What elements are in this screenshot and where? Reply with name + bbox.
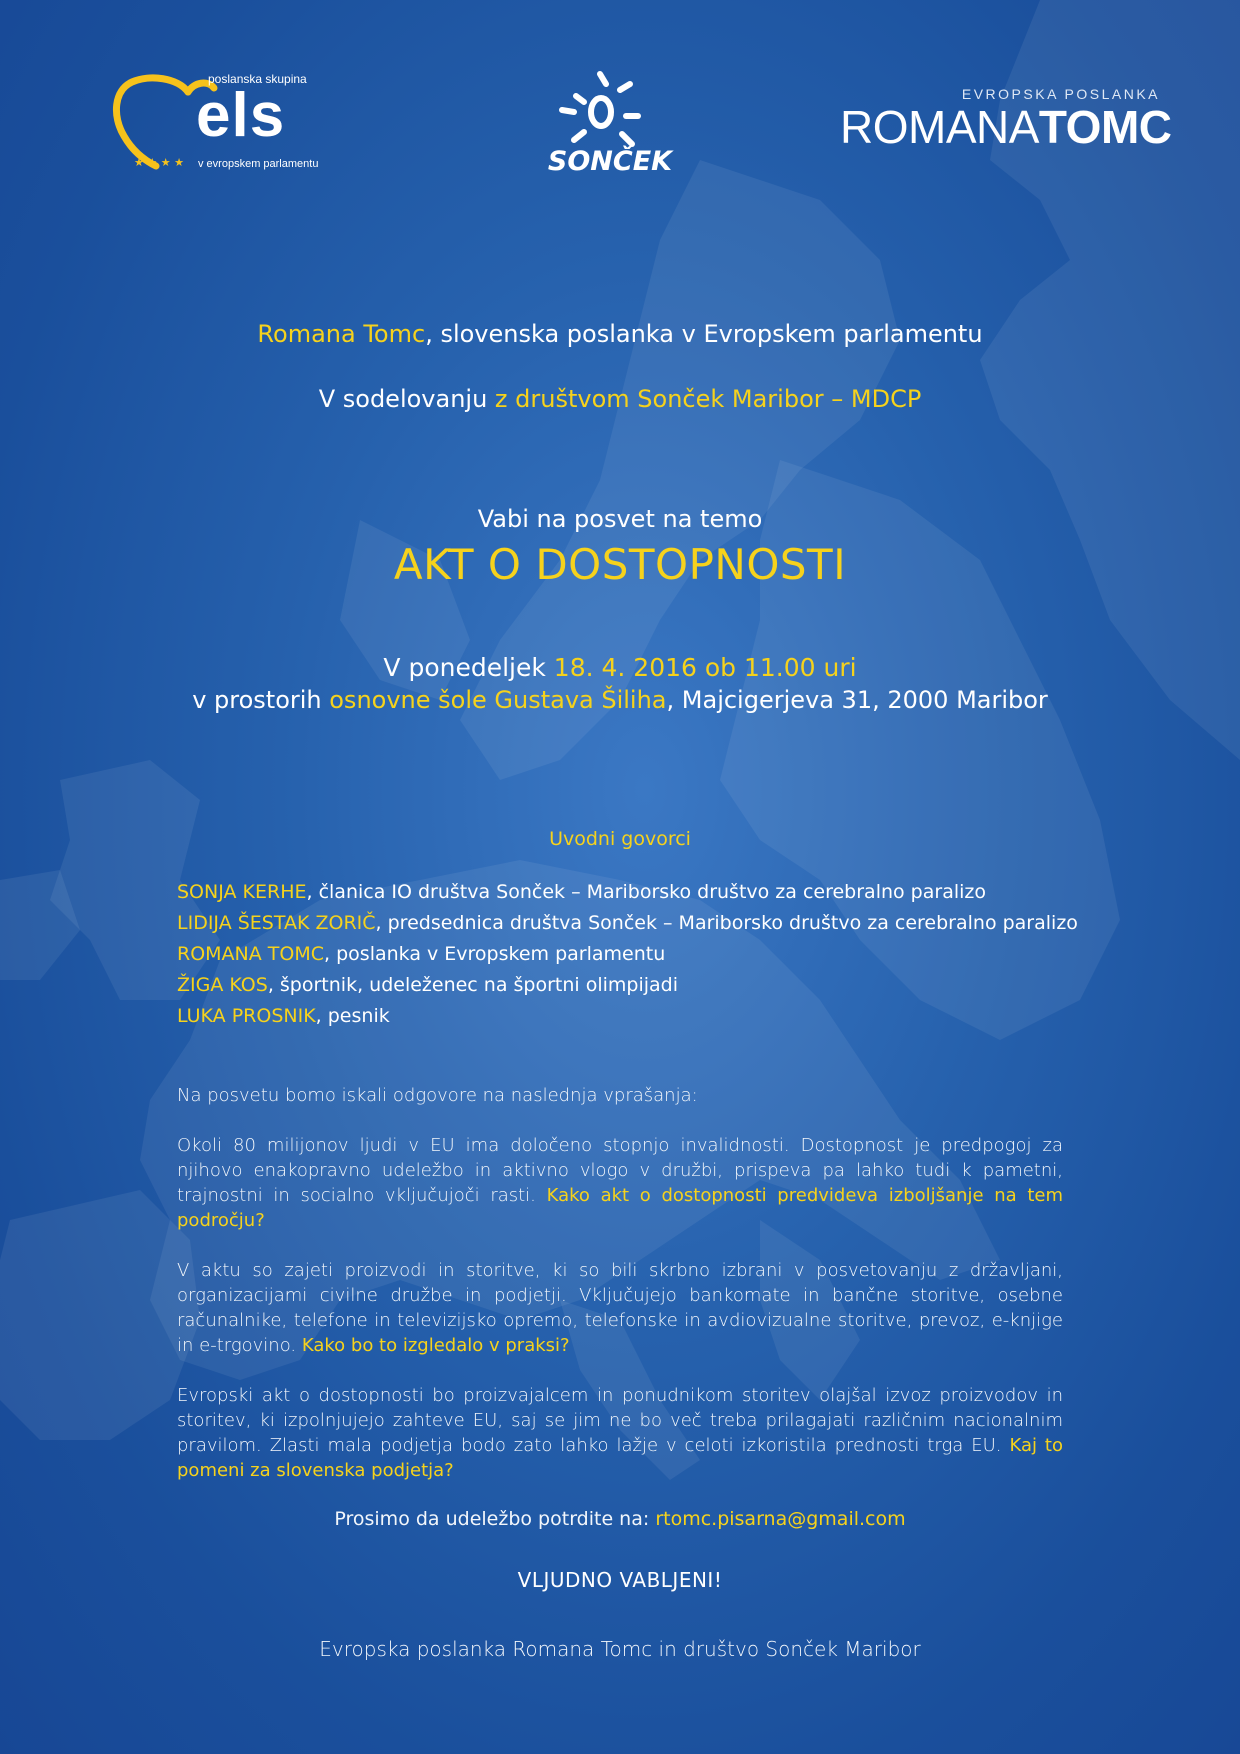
- rsvp-line: [0, 1508, 1240, 1530]
- romana-tomc-logo: [840, 86, 1172, 156]
- els-bottom-text: v evropskem parlamentu: [198, 158, 319, 170]
- rsvp-email-link[interactable]: rtomc.pisarna@gmail.com: [655, 1508, 906, 1530]
- els-top-text: poslanska skupina: [208, 72, 307, 86]
- body-paragraph: [177, 1133, 1063, 1233]
- event-date: 18. 4. 2016 ob 11.00 uri: [553, 653, 857, 682]
- event-date-line: [0, 653, 1240, 682]
- svg-text:★ ★ ★ ★: ★ ★ ★ ★: [134, 156, 184, 169]
- romana-logo-subtitle: EVROPSKA POSLANKA: [961, 86, 1160, 102]
- paragraph-question: Kako bo to izgledalo v praksi?: [301, 1335, 570, 1356]
- romana-logo-name: [840, 101, 1172, 153]
- speaker-name: ŽIGA KOS: [177, 974, 268, 996]
- paragraph-question: Kaj to pomeni za slovenska podjetja?: [177, 1435, 1063, 1481]
- romana-logo-first: ROMANA: [840, 101, 1039, 153]
- speaker-name: LUKA PROSNIK: [177, 1005, 316, 1027]
- body-paragraph: [177, 1258, 1063, 1358]
- speaker-role: , poslanka v Evropskem parlamentu: [324, 943, 666, 965]
- closing-signature: Evropska poslanka Romana Tomc in društvo Sonček Maribor: [319, 1637, 921, 1661]
- intro-name: Romana Tomc: [257, 320, 426, 348]
- welcome-text: VLJUDNO VABLJENI!: [517, 1568, 723, 1592]
- date-prefix: V ponedeljek: [383, 653, 554, 682]
- paragraph-question: Kako akt o dostopnosti predvideva izboljšanje na tem področju?: [177, 1185, 1063, 1231]
- intro-partner: z društvom Sonček Maribor – MDCP: [494, 385, 922, 413]
- body-paragraph: [177, 1383, 1063, 1483]
- speaker-item: [177, 939, 1077, 970]
- speaker-item: [177, 1001, 1077, 1032]
- body-intro: Na posvetu bomo iskali odgovore na naslednja vprašanja:: [177, 1085, 698, 1106]
- event-place-line: [0, 686, 1240, 714]
- speaker-role: , članica IO društva Sonček – Mariborsko društvo za cerebralno paralizo: [306, 881, 987, 903]
- place-prefix: v prostorih: [192, 686, 330, 714]
- speaker-item: [177, 877, 1077, 908]
- intro-line-1: [0, 320, 1240, 348]
- intro-line-1-rest: , slovenska poslanka v Evropskem parlamentu: [425, 320, 983, 348]
- speaker-role: , pesnik: [315, 1005, 390, 1027]
- speaker-name: ROMANA TOMC: [177, 943, 325, 965]
- soncek-wordmark: SONČEK: [547, 146, 673, 177]
- soncek-logo: [540, 70, 680, 185]
- event-address: , Majcigerjeva 31, 2000 Maribor: [666, 686, 1048, 714]
- speakers-list: [177, 877, 1077, 1032]
- event-venue: osnovne šole Gustava Šiliha: [329, 686, 667, 714]
- speaker-name: SONJA KERHE: [177, 881, 307, 903]
- invitation-lead: Vabi na posvet na temo: [477, 505, 763, 533]
- speakers-heading: Uvodni govorci: [549, 828, 691, 850]
- rsvp-text: Prosimo da udeležbo potrdite na:: [334, 1508, 656, 1530]
- sun-icon: [540, 70, 680, 150]
- speaker-role: , športnik, udeleženec na športni olimpijadi: [267, 974, 679, 996]
- speaker-item: [177, 908, 1077, 939]
- intro-line-2: [0, 385, 1240, 413]
- els-wordmark: els: [196, 81, 286, 150]
- speaker-item: [177, 970, 1077, 1001]
- paragraph-text: Evropski akt o dostopnosti bo proizvajalcem in ponudnikom storitev olajšal izvoz proizvodov in storitev, ki izpolnjujejo zahteve EU, saj se jim ne bo več treba prilagajati različnim nacionalnim pravilom. Zlasti mala podjetja bodo zato lahko lažje v celoti izkoristila prednosti trga EU.: [177, 1385, 1063, 1456]
- body-text: [177, 1083, 1063, 1508]
- paragraph-text: V aktu so zajeti proizvodi in storitve, ki so bili skrbno izbrani v posvetovanju z državljani, organizacijami civilne družbe in podjetji. Vključujejo bankomate in bančne storitve, osebne računalnike, telefone in televizijsko opremo, telefonske in avdiovizualne storitve, prevoz, e-knjige in e-trgovino.: [177, 1260, 1063, 1356]
- els-logo: [110, 70, 330, 180]
- intro-line-2-prefix: V sodelovanju: [318, 385, 495, 413]
- speaker-role: , predsednica društva Sonček – Mariborsko društvo za cerebralno paralizo: [375, 912, 1078, 934]
- paragraph-text: Okoli 80 milijonov ljudi v EU ima določeno stopnjo invalidnosti. Dostopnost je predpogoj za njihovo enakopravno udeležbo in aktivno vlogo v družbi, prispeva pa lahko tudi k pametni, trajnostni in socialno vključujoči rasti.: [177, 1135, 1063, 1206]
- event-title: AKT O DOSTOPNOSTI: [393, 540, 847, 589]
- romana-logo-last: TOMC: [1038, 101, 1172, 153]
- speaker-name: LIDIJA ŠESTAK ZORIČ: [177, 912, 376, 934]
